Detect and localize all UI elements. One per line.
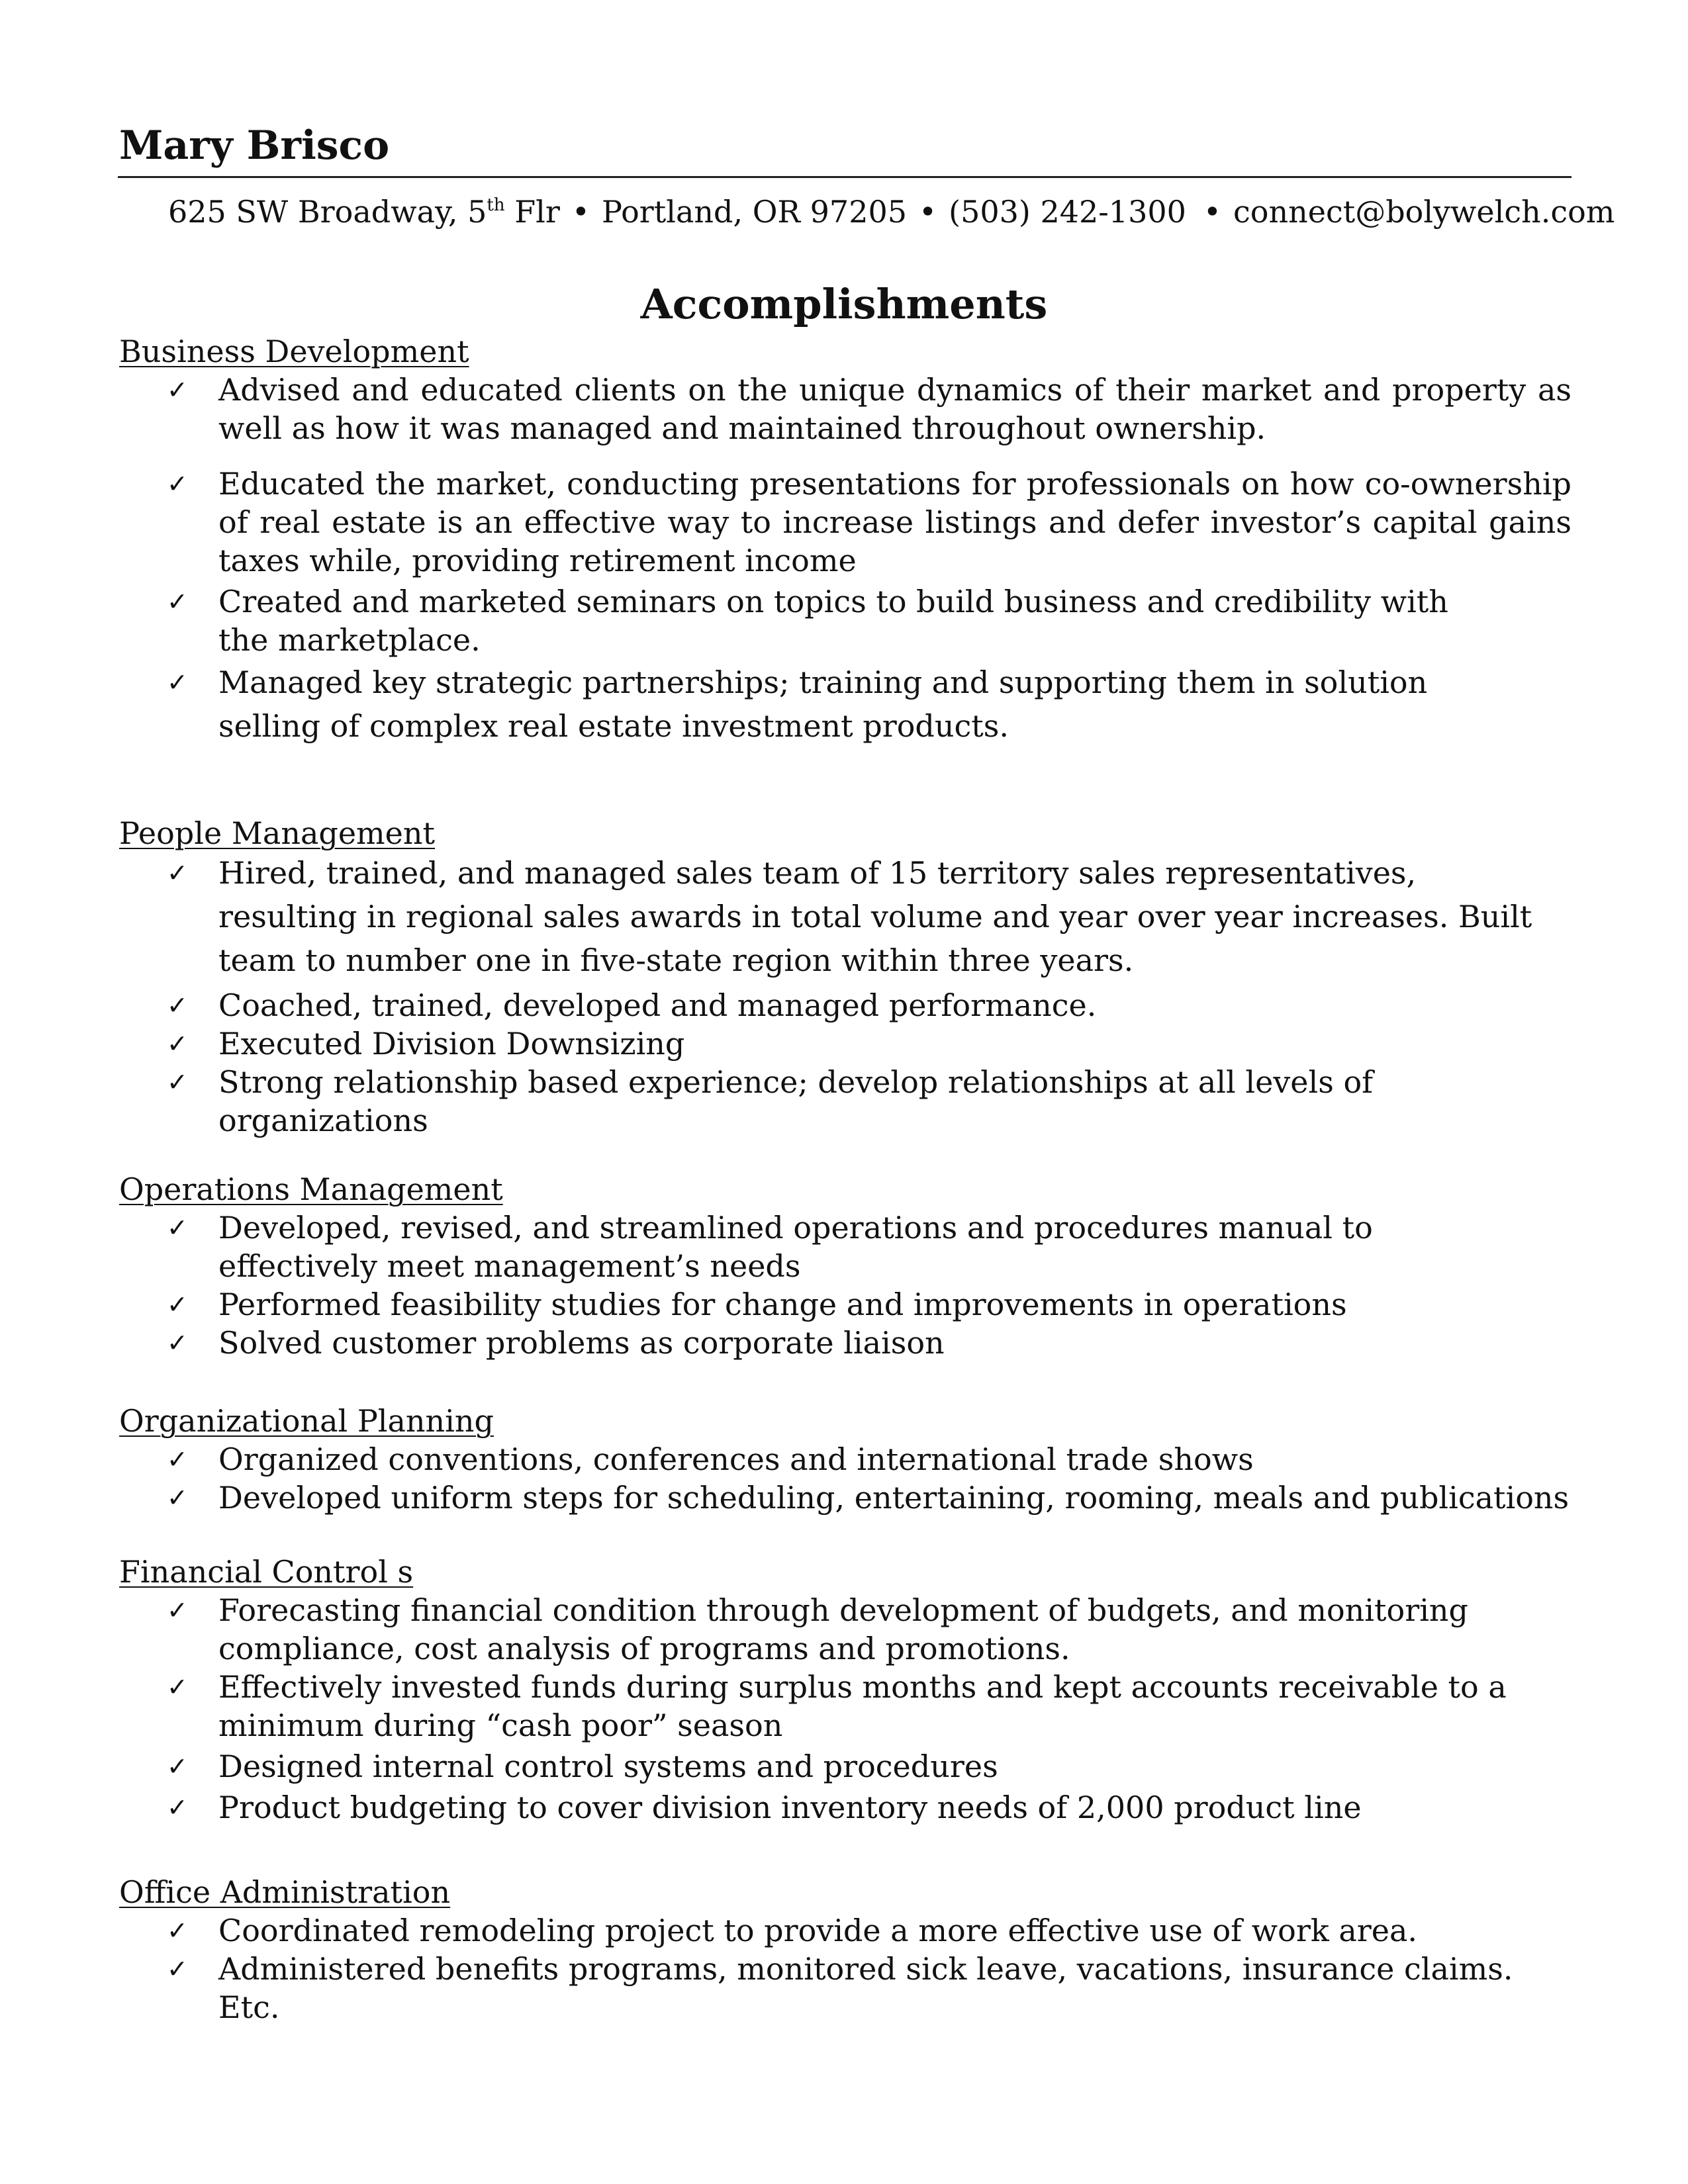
checkmark-icon: ✓ <box>167 1213 188 1242</box>
list-item <box>167 986 1571 1024</box>
list-item-text: Administered benefits programs, monitored sick leave, vacations, insurance claims. Etc. <box>218 1951 1513 2025</box>
checkmark-icon: ✓ <box>167 375 188 404</box>
list-item <box>167 1063 1571 1140</box>
list-item-text: Managed key strategic partnerships; training and supporting them in solution selling of complex real estate investment products. <box>218 664 1428 744</box>
checkmark-icon: ✓ <box>167 1029 188 1058</box>
checkmark-icon: ✓ <box>167 1954 188 1983</box>
checkmark-icon: ✓ <box>167 1445 188 1474</box>
contact-address: 625 SW Broadway, 5 <box>168 194 487 230</box>
list-item <box>167 1747 1571 1786</box>
list-item-text: Created and marketed seminars on topics to build business and credibility with the marketplace. <box>218 584 1448 658</box>
list-item-text: Effectively invested funds during surplus months and kept accounts receivable to a minimum during “cash poor” season <box>218 1669 1507 1743</box>
contact-address-floor: Flr <box>504 194 560 230</box>
list-item <box>167 1024 1571 1063</box>
checkmark-icon: ✓ <box>167 1290 188 1319</box>
list-item-text: Developed uniform steps for scheduling, entertaining, rooming, meals and publications <box>218 1480 1570 1516</box>
list-item <box>167 851 1557 982</box>
list-item-text: Designed internal control systems and procedures <box>218 1749 998 1784</box>
list-item-text: Forecasting financial condition through development of budgets, and monitoring compliance, cost analysis of programs and promotions. <box>218 1592 1468 1666</box>
checkmark-icon: ✓ <box>167 1672 188 1702</box>
list-item <box>167 582 1458 659</box>
checkmark-icon: ✓ <box>167 1328 188 1357</box>
candidate-name: Mary Brisco <box>119 122 390 169</box>
section-heading-financial-controls: Financial Control s <box>119 1554 414 1590</box>
list-item-text: Solved customer problems as corporate liaison <box>218 1325 945 1361</box>
checkmark-icon: ✓ <box>167 1752 188 1781</box>
list-item <box>167 1324 1571 1362</box>
checkmark-icon: ✓ <box>167 587 188 616</box>
list-item-text: Developed, revised, and streamlined operations and procedures manual to effectively meet management’s needs <box>218 1210 1373 1284</box>
contact-phone: (503) 242-1300 <box>949 194 1186 230</box>
list-item <box>167 660 1491 748</box>
section-heading-people-management: People Management <box>119 815 436 851</box>
contact-city: Portland, OR 97205 <box>601 194 907 230</box>
contact-separator: • <box>919 194 937 230</box>
list-item <box>167 1950 1571 2026</box>
list-item-text: Coordinated remodeling project to provide a more effective use of work area. <box>218 1913 1418 1948</box>
checkmark-icon: ✓ <box>167 858 188 887</box>
list-item-text: Executed Division Downsizing <box>218 1026 685 1062</box>
list-item <box>167 1208 1530 1285</box>
list-item <box>167 1285 1571 1324</box>
list-item-text: Performed feasibility studies for change and improvements in operations <box>218 1287 1347 1322</box>
list-item <box>167 1591 1557 1668</box>
section-heading-office-administration: Office Administration <box>119 1874 451 1910</box>
section-heading-organizational-planning: Organizational Planning <box>119 1403 494 1439</box>
page-title: Accomplishments <box>640 280 1048 328</box>
list-item <box>167 465 1571 580</box>
list-item-text: Strong relationship based experience; develop relationships at all levels of organizations <box>218 1064 1374 1138</box>
contact-address-superscript: th <box>487 195 505 215</box>
contact-email: connect@bolywelch.com <box>1233 194 1615 230</box>
checkmark-icon: ✓ <box>167 1916 188 1945</box>
list-item <box>167 1668 1557 1745</box>
checkmark-icon: ✓ <box>167 991 188 1020</box>
list-item-text: Hired, trained, and managed sales team of 15 territory sales representatives, resulting in regional sales awards in total volume and year over year increases. Built team to number one in five-state region within three years. <box>218 855 1532 978</box>
list-item-text: Advised and educated clients on the unique dynamics of their market and property as well as how it was managed and maintained throughout ownership. <box>218 372 1571 446</box>
checkmark-icon: ✓ <box>167 1068 188 1097</box>
checkmark-icon: ✓ <box>167 1483 188 1512</box>
contact-line <box>168 185 1615 232</box>
list-item-text: Organized conventions, conferences and international trade shows <box>218 1441 1254 1477</box>
checkmark-icon: ✓ <box>167 1596 188 1625</box>
checkmark-icon: ✓ <box>167 668 188 697</box>
list-item <box>167 1440 1571 1479</box>
checkmark-icon: ✓ <box>167 469 188 498</box>
contact-separator: • <box>1203 194 1222 230</box>
header-divider <box>118 176 1571 178</box>
section-heading-operations-management: Operations Management <box>119 1171 503 1207</box>
list-item <box>167 1911 1571 1950</box>
list-item-text: Coached, trained, developed and managed performance. <box>218 987 1097 1023</box>
section-heading-business-development: Business Development <box>119 334 469 369</box>
list-item <box>167 371 1571 447</box>
list-item <box>167 1788 1571 1827</box>
list-item <box>167 1479 1571 1517</box>
list-item-text: Educated the market, conducting presentations for professionals on how co-ownership of real estate is an effective way to increase listings and defer investor’s capital gains taxes while, providing retirement income <box>218 466 1571 578</box>
list-item-text: Product budgeting to cover division inventory needs of 2,000 product line <box>218 1790 1362 1825</box>
contact-separator: • <box>571 194 590 230</box>
checkmark-icon: ✓ <box>167 1793 188 1822</box>
